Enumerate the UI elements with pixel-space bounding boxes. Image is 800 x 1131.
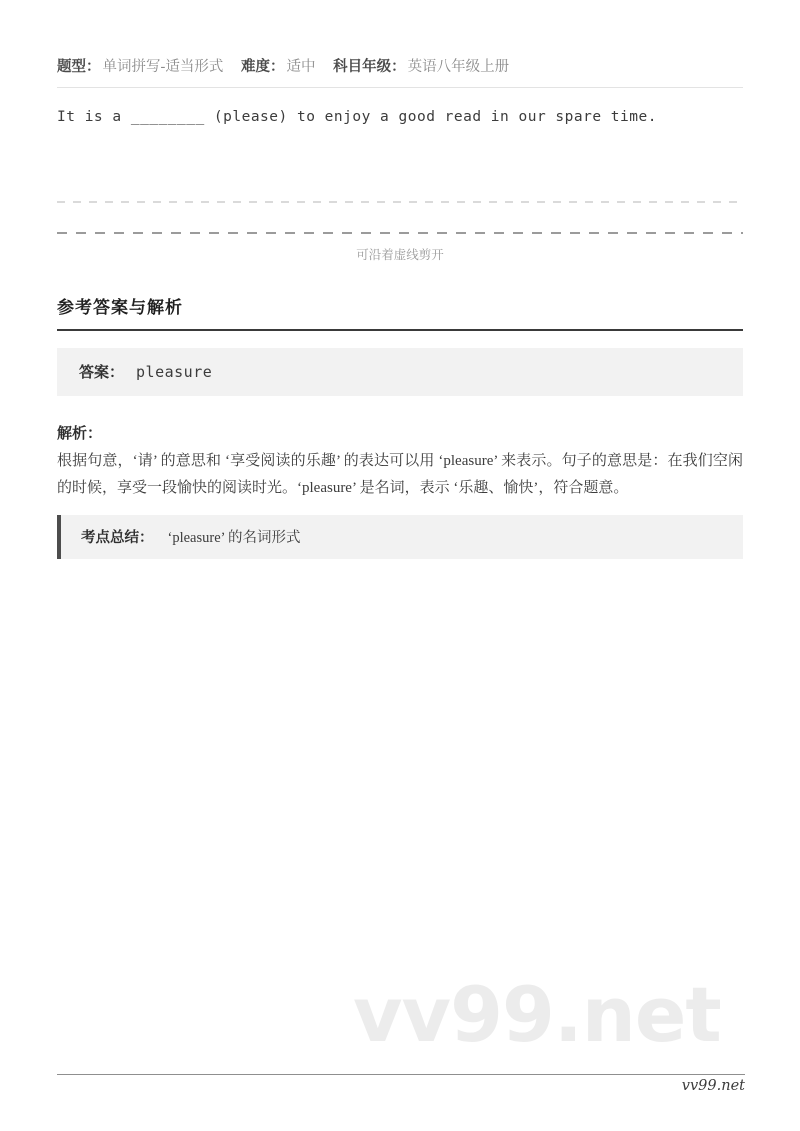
meta-divider xyxy=(57,87,743,88)
cut-dashed-line-dark xyxy=(57,232,743,234)
summary-label: 考点总结： xyxy=(81,530,154,546)
cut-dashed-line-light xyxy=(57,201,743,203)
meta-grade-value: 英语八年级上册 xyxy=(407,59,510,75)
analysis-label: 解析： xyxy=(57,426,103,442)
cut-hint-text: 可沿着虚线剪开 xyxy=(356,248,444,262)
watermark-text: vv99.net xyxy=(353,970,721,1059)
answer-label: 答案： xyxy=(79,365,125,381)
answer-section-heading: 参考答案与解析 xyxy=(57,298,183,317)
answer-value: pleasure xyxy=(136,363,213,381)
page-footer xyxy=(57,1074,745,1095)
footer-site-text: vv99.net xyxy=(681,1078,745,1094)
answer-box xyxy=(57,348,743,396)
analysis-text: 根据句意，‘请’ 的意思和 ‘享受阅读的乐趣’ 的表达可以用 ‘pleasure’ 来表示。句子的意思是：在我们空闲的时候，享受一段愉快的阅读时光。‘pleasure’ 是名词，表示 ‘乐趣、愉快’，符合题意。 xyxy=(57,453,743,496)
meta-type-label: 题型： xyxy=(57,59,101,75)
question-meta-row xyxy=(57,57,743,78)
answer-section-divider xyxy=(57,329,743,331)
meta-grade-label: 科目年级： xyxy=(333,59,406,75)
key-point-summary-box xyxy=(57,515,743,559)
meta-difficulty-value: 适中 xyxy=(286,59,316,75)
summary-value: ‘pleasure’ 的名词形式 xyxy=(167,530,301,546)
meta-difficulty-label: 难度： xyxy=(240,59,285,75)
question-text: It is a ________ (please) to enjoy a good read in our spare time. xyxy=(57,109,657,125)
meta-type-value: 单词拼写-适当形式 xyxy=(102,59,224,75)
